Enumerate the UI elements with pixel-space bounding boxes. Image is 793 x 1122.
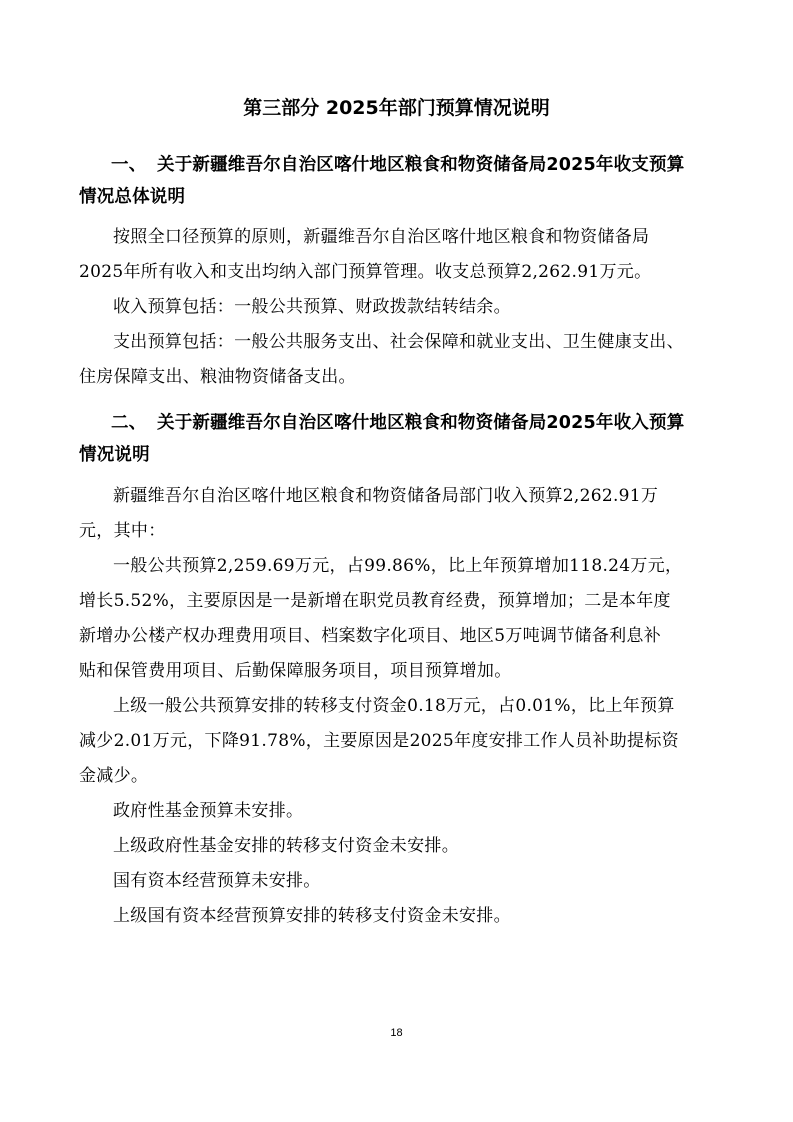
paragraph: 收入预算包括：一般公共预算、财政拨款结转结余。	[113, 297, 511, 317]
section-1	[79, 150, 719, 213]
paragraph-line: 金减少。	[79, 766, 149, 786]
paragraph-line: 增长5.52%，主要原因是一是新增在职党员教育经费，预算增加；二是本年度	[79, 591, 671, 611]
paragraph: 上级国有资本经营预算安排的转移支付资金未安排。	[113, 906, 511, 926]
paragraph-line: 元，其中：	[79, 521, 166, 541]
paragraph-line: 贴和保管费用项目、后勤保障服务项目，项目预算增加。	[79, 661, 512, 681]
section-1-body	[79, 222, 719, 393]
section-1-heading-text: 关于新疆维吾尔自治区喀什地区粮食和物资储备局2025年收支预算	[157, 155, 685, 175]
section-2-body	[79, 481, 719, 932]
paragraph-line: 一般公共预算2,259.69万元，占99.86%，比上年预算增加118.24万元，	[113, 556, 683, 576]
page-title: 第三部分 2025年部门预算情况说明	[243, 97, 550, 119]
paragraph: 上级政府性基金安排的转移支付资金未安排。	[113, 836, 459, 856]
section-1-heading-cont: 情况总体说明	[79, 187, 186, 207]
paragraph-line: 支出预算包括：一般公共服务支出、社会保障和就业支出、卫生健康支出、	[113, 332, 684, 352]
paragraph-line: 新疆维吾尔自治区喀什地区粮食和物资储备局部门收入预算2,262.91万	[113, 486, 659, 506]
section-2-heading	[79, 408, 719, 439]
paragraph: 国有资本经营预算未安排。	[113, 871, 321, 891]
section-2-heading-text: 关于新疆维吾尔自治区喀什地区粮食和物资储备局2025年收入预算	[157, 413, 685, 433]
paragraph-line: 减少2.01万元，下降91.78%，主要原因是2025年度安排工作人员补助提标资	[79, 731, 679, 751]
paragraph: 政府性基金预算未安排。	[113, 801, 304, 821]
paragraph-line: 上级一般公共预算安排的转移支付资金0.18万元，占0.01%，比上年预算	[113, 696, 675, 716]
paragraph-line: 新增办公楼产权办理费用项目、档案数字化项目、地区5万吨调节储备利息补	[79, 626, 662, 646]
paragraph-line: 按照全口径预算的原则，新疆维吾尔自治区喀什地区粮食和物资储备局	[113, 227, 650, 247]
section-1-heading	[79, 150, 719, 181]
paragraph-line: 2025年所有收入和支出均纳入部门预算管理。收支总预算2,262.91万元。	[79, 262, 652, 282]
section-2	[79, 408, 719, 471]
page-number: 18	[390, 1027, 403, 1039]
section-2-heading-cont: 情况说明	[79, 445, 150, 465]
paragraph-line: 住房保障支出、粮油物资储备支出。	[79, 367, 356, 387]
section-2-number: 二、	[111, 413, 147, 433]
section-1-number: 一、	[111, 155, 147, 175]
